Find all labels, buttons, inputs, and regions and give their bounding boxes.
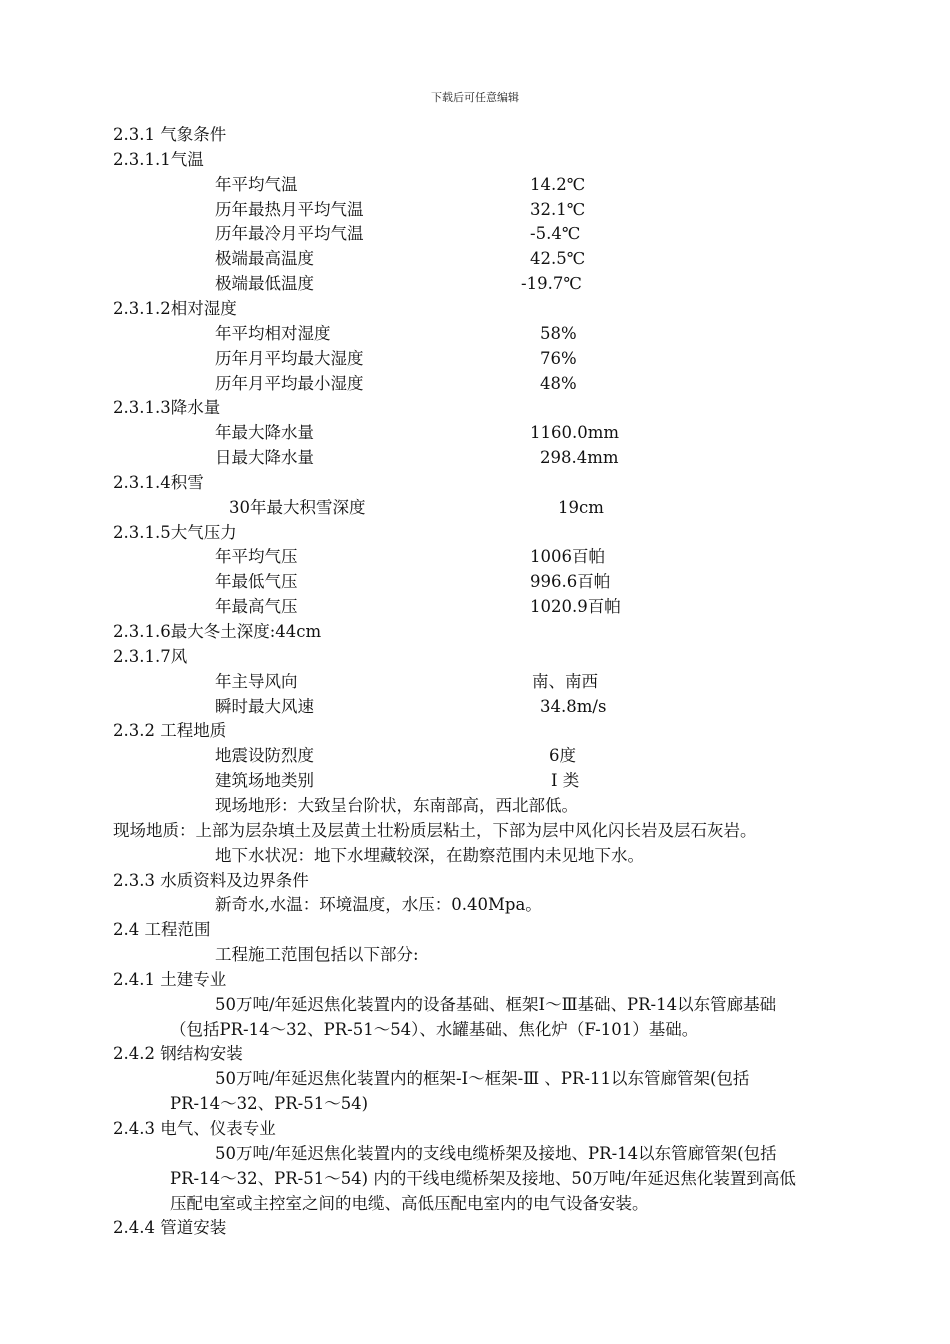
row-label: 极端最高温度 <box>215 249 314 269</box>
row-value: Ⅰ 类 <box>551 771 580 791</box>
text-line: PR-14～32、PR-51～54) <box>170 1094 369 1114</box>
row-label: 建筑场地类别 <box>215 771 314 791</box>
text-line: 2.3.1.6最大冬土深度:44cm <box>113 622 322 641</box>
row-label: 年最低气压 <box>215 572 298 592</box>
row-label: 年主导风向 <box>215 671 298 691</box>
row-value: 南、南西 <box>532 671 598 691</box>
row-label: 年平均气温 <box>215 174 298 194</box>
text-line: 2.3.3 水质资料及边界条件 <box>113 870 309 890</box>
text-line: 2.3.1.2相对湿度 <box>113 298 237 318</box>
row-label: 年最大降水量 <box>215 423 314 443</box>
row-label: 历年月平均最大湿度 <box>215 348 364 368</box>
text-line: 新奇水,水温：环境温度，水压：0.40Mpa。 <box>215 895 542 915</box>
text-line: 2.4.3 电气、仪表专业 <box>113 1119 276 1138</box>
row-value: 298.4mm <box>540 448 619 468</box>
text-line: 2.3.2 工程地质 <box>113 721 227 741</box>
text-line: PR-14～32、PR-51～54) 内的干线电缆桥架及接地、50万吨/年延迟焦化装置到高低 <box>170 1168 796 1188</box>
text-line: 2.3.1.3降水量 <box>113 398 221 418</box>
text-line: 2.4.4 管道安装 <box>113 1218 227 1238</box>
text-line: 地下水状况：地下水埋藏较深，在勘察范围内未见地下水。 <box>215 845 644 865</box>
text-line: 2.4.2 钢结构安装 <box>113 1044 243 1064</box>
row-label: 地震设防烈度 <box>215 746 314 766</box>
text-line: 压配电室或主控室之间的电缆、高低压配电室内的电气设备安装。 <box>170 1193 649 1213</box>
row-label: 极端最低温度 <box>215 274 314 294</box>
text-line: 工程施工范围包括以下部分: <box>215 945 419 965</box>
row-value: 996.6百帕 <box>530 572 611 592</box>
text-line: 现场地形：大致呈台阶状，东南部高，西北部低。 <box>215 795 578 815</box>
text-line: 2.3.1.1气温 <box>113 149 204 169</box>
text-line: 50万吨/年延迟焦化装置内的设备基础、框架Ⅰ～Ⅲ基础、PR-14以东管廊基础 <box>215 994 777 1014</box>
row-value: 1020.9百帕 <box>530 597 621 617</box>
row-label: 历年最热月平均气温 <box>215 199 364 219</box>
text-line: 2.3.1.5大气压力 <box>113 522 237 542</box>
row-value: 58% <box>540 323 577 343</box>
row-value: -5.4℃ <box>530 224 581 244</box>
text-line: 2.4 工程范围 <box>113 920 211 940</box>
text-line: 2.4.1 土建专业 <box>113 969 227 989</box>
text-line: 50万吨/年延迟焦化装置内的框架-Ⅰ～框架-Ⅲ 、PR-11以东管廊管架(包括 <box>215 1069 750 1089</box>
row-label: 年平均气压 <box>215 547 298 567</box>
row-value: 1006百帕 <box>530 547 605 567</box>
row-value: 42.5℃ <box>530 249 586 269</box>
row-label: 年最高气压 <box>215 597 298 617</box>
row-value: 34.8m/s <box>540 696 607 716</box>
row-value: 6度 <box>549 746 576 766</box>
row-label: 年平均相对湿度 <box>215 323 331 343</box>
row-value: -19.7℃ <box>521 274 582 294</box>
row-label: 瞬时最大风速 <box>215 696 314 716</box>
row-label: 历年最冷月平均气温 <box>215 224 364 244</box>
page-header: 下载后可任意编辑 <box>431 91 519 104</box>
text-line: 2.3.1 气象条件 <box>113 125 227 144</box>
row-value: 19cm <box>558 497 604 517</box>
text-line: 2.3.1.7风 <box>113 646 188 666</box>
text-line: 现场地质：上部为层杂填土及层黄土壮粉质层粘土，下部为层中风化闪长岩及层石灰岩。 <box>113 820 757 840</box>
row-label: 日最大降水量 <box>215 448 314 468</box>
text-line: 2.3.1.4积雪 <box>113 472 204 492</box>
row-value: 32.1℃ <box>530 199 586 219</box>
row-value: 76% <box>540 348 577 368</box>
text-line: 50万吨/年延迟焦化装置内的支线电缆桥架及接地、PR-14以东管廊管架(包括 <box>215 1143 777 1163</box>
row-value: 48% <box>540 373 577 393</box>
row-value: 1160.0mm <box>530 423 620 443</box>
text-line: （包括PR-14～32、PR-51～54）、水罐基础、焦化炉（F-101）基础。 <box>170 1019 699 1039</box>
row-value: 14.2℃ <box>530 174 586 194</box>
row-label: 历年月平均最小湿度 <box>215 373 364 393</box>
row-label: 30年最大积雪深度 <box>229 497 366 517</box>
